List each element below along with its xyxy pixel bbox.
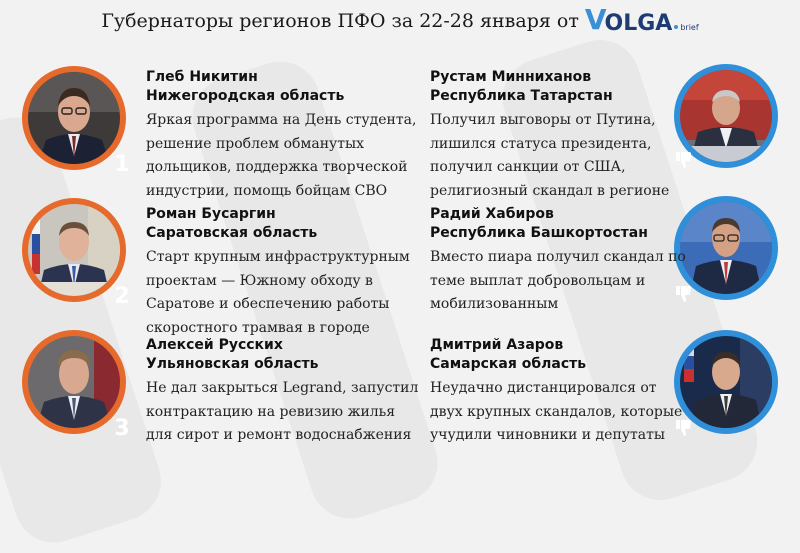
summary-line: проектам — Южному обходу в (146, 272, 373, 289)
summary-line: Получил выговоры от Путина, (430, 112, 656, 128)
summary-line: Вместо пиара получил скандал по (430, 249, 686, 265)
governor-entry-busargin (146, 205, 410, 340)
summary-line: лишился статуса президента, (430, 135, 652, 152)
summary-line: Неудачно дистанцировался от (430, 380, 657, 396)
governor-region: Саратовская область (146, 225, 318, 241)
governor-region: Самарская область (430, 356, 587, 372)
thumbs-down-icon (674, 150, 694, 170)
summary-line: решение проблем обманутых (146, 135, 365, 152)
summary-line: получил санкции от США, (430, 159, 626, 175)
governor-name: Алексей Русских (146, 337, 283, 353)
governor-name: Глеб Никитин (146, 69, 258, 85)
governor-name: Радий Хабиров (430, 206, 554, 222)
governor-summary (430, 246, 686, 317)
governor-region: Республика Башкортостан (430, 225, 648, 241)
summary-line: для сирот и ремонт водоснабжения (146, 427, 412, 443)
rank-badge: 3 (114, 415, 130, 441)
logo-v: V (584, 2, 605, 36)
logo-brief: brief (680, 22, 699, 32)
logo-text: OLGA (604, 10, 673, 36)
governor-name: Дмитрий Азаров (430, 337, 564, 353)
portrait (680, 202, 772, 294)
summary-line: Не дал закрыться Legrand, запустил (146, 380, 419, 396)
summary-line: Яркая программа на День студента, (146, 112, 417, 128)
summary-line: учудили чиновники и депутаты (430, 427, 666, 443)
governor-summary (146, 109, 416, 203)
rank-badge: 1 (114, 151, 130, 177)
portrait (28, 72, 120, 164)
summary-line: дольщиков, поддержка творческой (146, 159, 408, 175)
governor-region: Нижегородская область (146, 88, 345, 104)
rank-badge: 2 (114, 283, 130, 309)
portrait (680, 336, 772, 428)
summary-line: контрактацию на ревизию жилья (146, 403, 396, 420)
portrait (680, 70, 772, 162)
portrait (28, 204, 120, 296)
portrait (28, 336, 120, 428)
logo-dot (674, 25, 678, 29)
governor-name: Роман Бусаргин (146, 206, 276, 222)
header (0, 0, 800, 42)
governor-region: Республика Татарстан (430, 88, 613, 104)
governor-entry-khabirov (430, 205, 686, 317)
governor-entry-russkikh (146, 336, 418, 448)
summary-line: индустрии, помощь бойцам СВО (146, 182, 388, 199)
governor-entry-azarov (430, 336, 682, 448)
governor-region: Ульяновская область (146, 356, 319, 372)
governor-entry-minnikhanov (430, 68, 669, 203)
summary-line: мобилизованным (430, 296, 559, 312)
governor-name: Рустам Минниханов (430, 69, 592, 85)
summary-line: Саратове и обеспечению работы (146, 296, 390, 312)
summary-line: религиозный скандал в регионе (430, 182, 670, 199)
page-title: Губернаторы регионов ПФО за 22-28 января от (101, 10, 579, 32)
governor-summary (146, 246, 410, 340)
governor-summary (146, 377, 418, 448)
summary-line: Старт крупным инфраструктурным (146, 249, 410, 265)
summary-line: двух крупных скандалов, которые (430, 403, 683, 420)
summary-line: скоростного трамвая в городе (146, 319, 370, 336)
governor-summary (430, 377, 682, 448)
volga-brief-logo (585, 3, 699, 36)
governor-entry-nikitin (146, 68, 416, 203)
summary-line: теме выплат добровольцам и (430, 272, 646, 289)
governor-summary (430, 109, 669, 203)
